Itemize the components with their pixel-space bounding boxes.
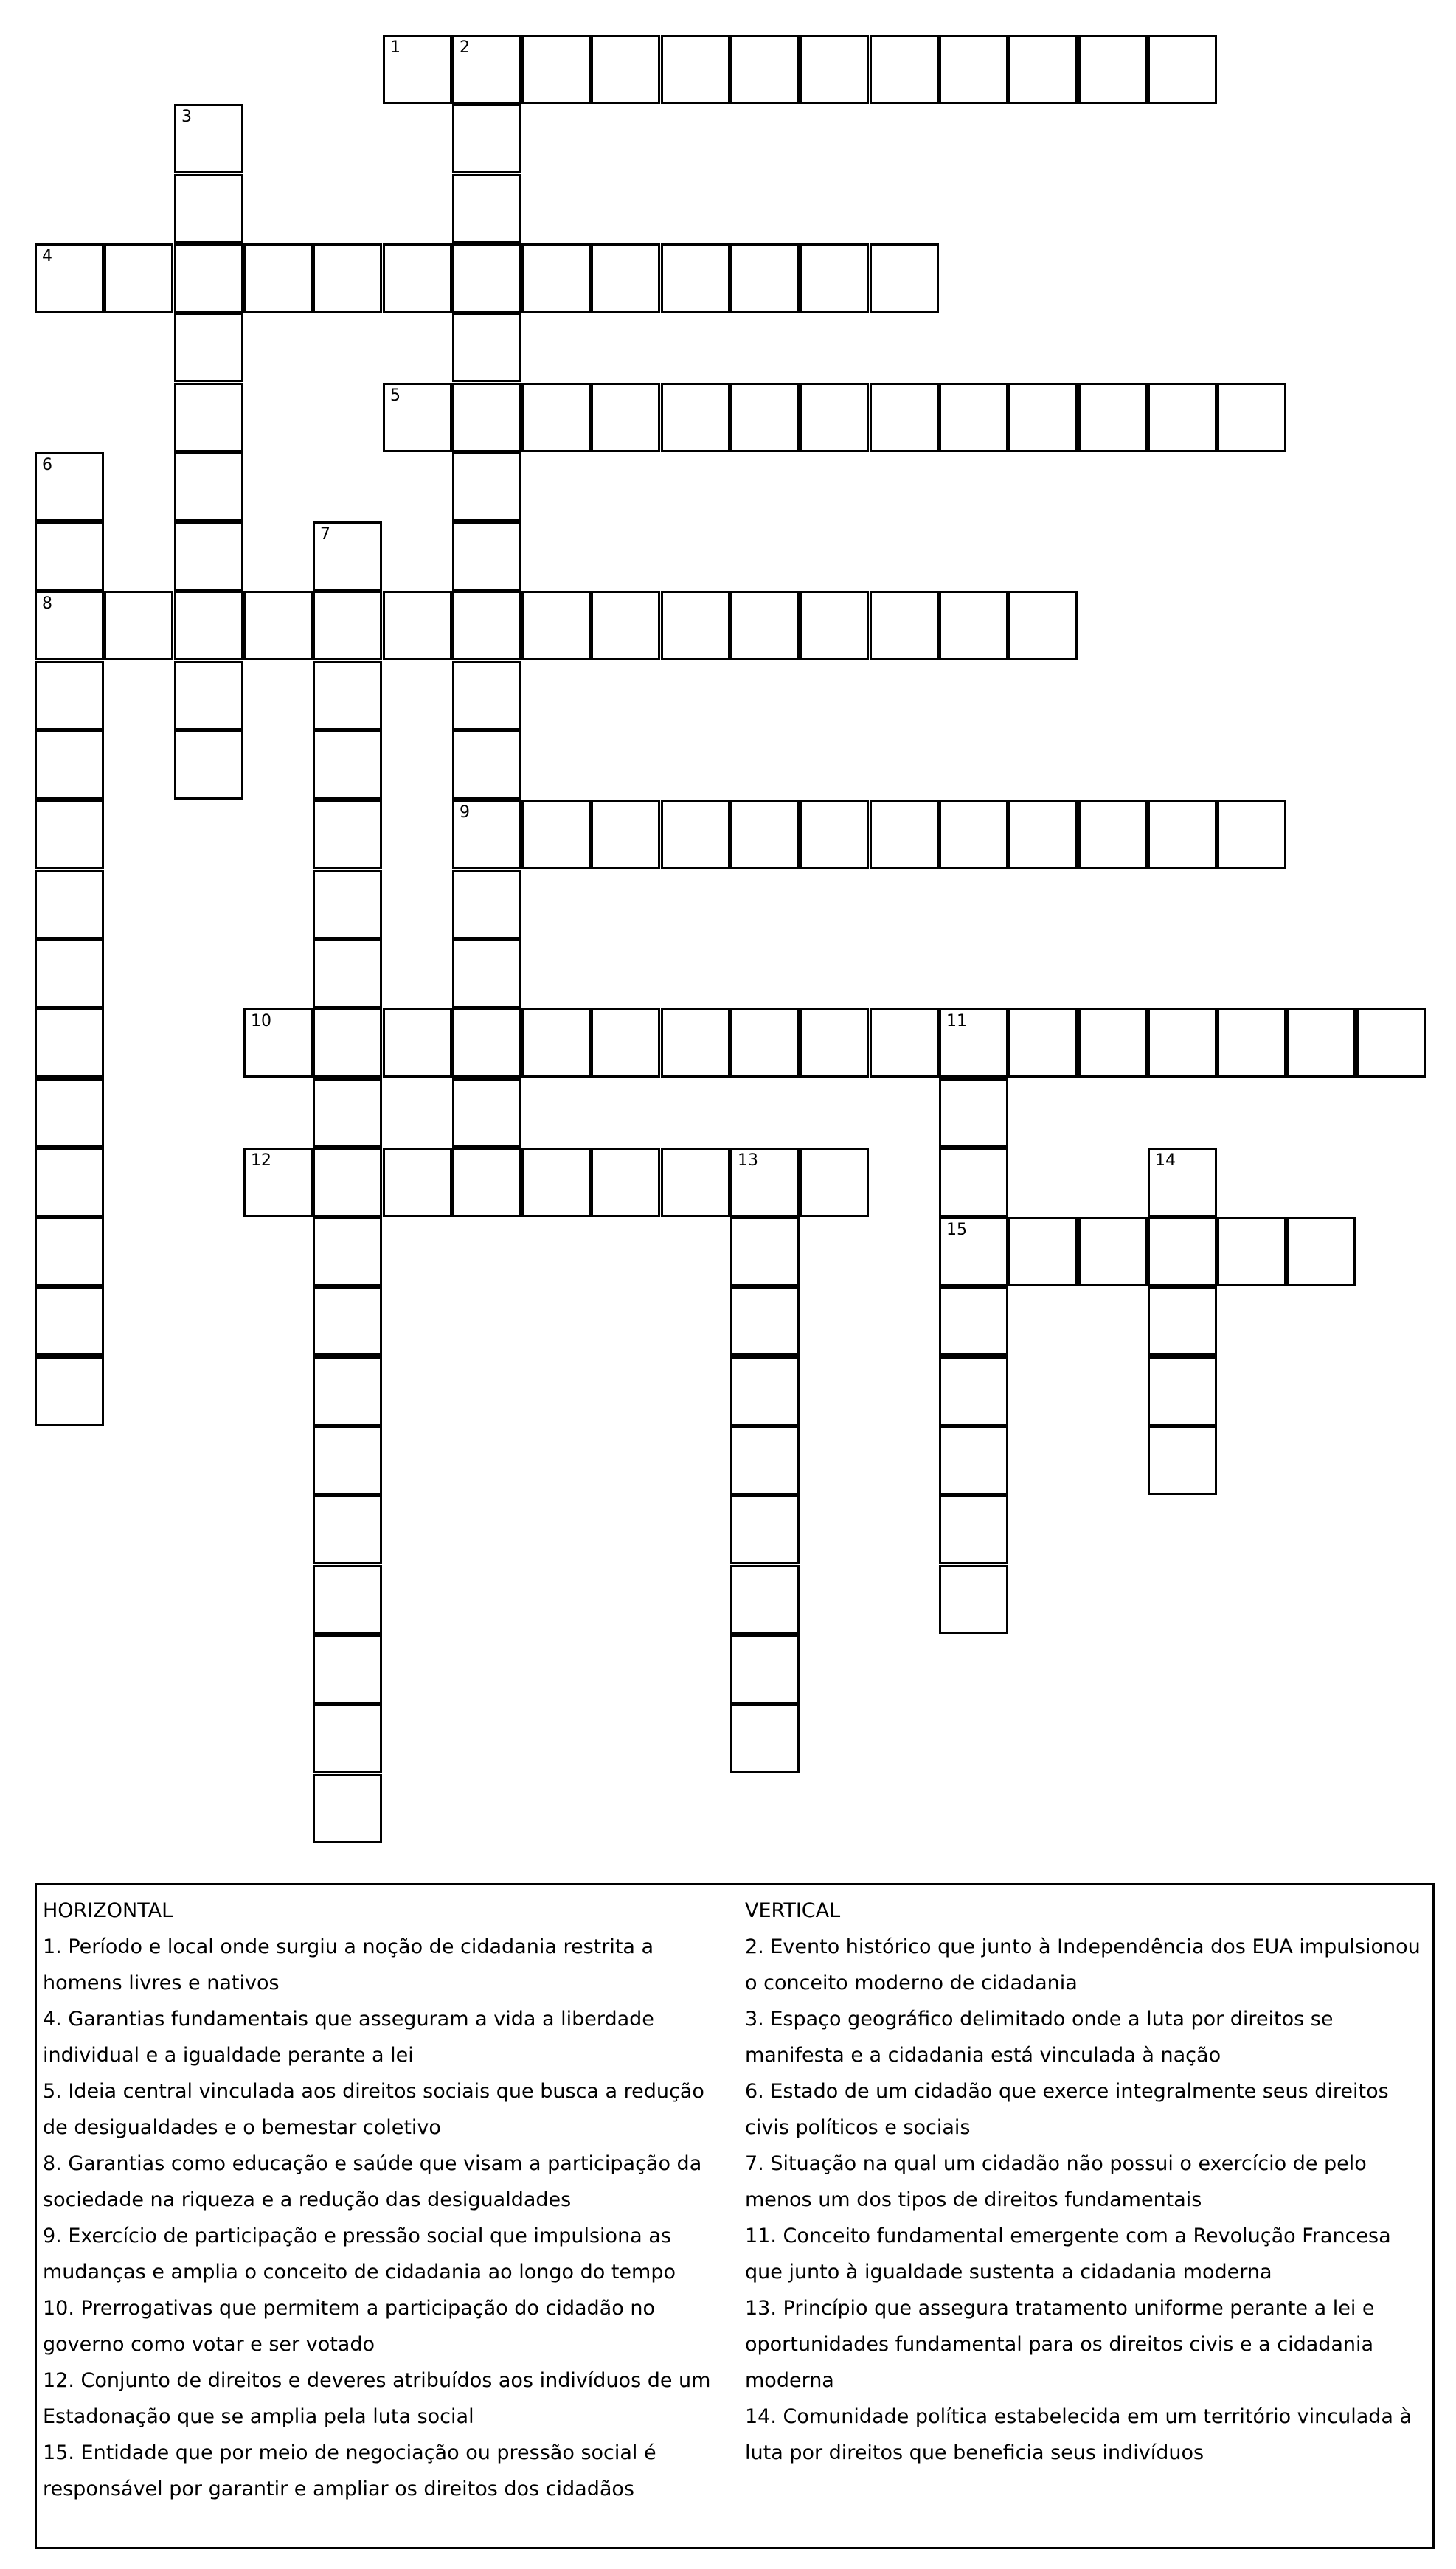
grid-cell[interactable]: [35, 661, 104, 730]
down-clue-7: 7. Situação na qual um cidadão não possui o exercício de pelo menos um dos tipos de direitos fundamentais: [745, 2152, 1367, 2211]
across-clue-15: 15. Entidade que por meio de negociação ou pressão social é responsável por garantir e ampliar os direitos dos cidadãos: [43, 2441, 656, 2500]
grid-cell[interactable]: [452, 313, 521, 382]
across-clue-5: 5. Ideia central vinculada aos direitos sociais que busca a redução de desigualdades e o bemestar coletivo: [43, 2080, 704, 2139]
grid-cell[interactable]: [35, 730, 104, 800]
grid-cell[interactable]: [383, 383, 452, 452]
clue-number: 11: [946, 1012, 967, 1030]
clue-number: 4: [42, 247, 52, 266]
grid-cell[interactable]: [1148, 1148, 1217, 1217]
grid-cell[interactable]: [1217, 383, 1286, 452]
grid-cell[interactable]: [174, 730, 243, 800]
grid-cell[interactable]: [730, 1286, 800, 1356]
grid-cell[interactable]: [1148, 1356, 1217, 1426]
grid-cell[interactable]: [521, 591, 591, 660]
grid-cell[interactable]: [1356, 1008, 1426, 1078]
grid-cell[interactable]: [661, 383, 730, 452]
grid-cell[interactable]: [243, 1008, 313, 1078]
grid-cell[interactable]: [870, 383, 939, 452]
grid-cell[interactable]: [313, 1078, 382, 1148]
across-clue-12: 12. Conjunto de direitos e deveres atribuídos aos indivíduos de um Estadonação que se amplia pela luta social: [43, 2369, 711, 2428]
grid-cell[interactable]: [939, 1078, 1008, 1148]
clues-box: [35, 1883, 1435, 2549]
grid-cell[interactable]: [174, 383, 243, 452]
grid-cell[interactable]: [452, 1078, 521, 1148]
grid-cell[interactable]: [243, 1148, 313, 1217]
grid-cell[interactable]: [35, 452, 104, 521]
grid-cell[interactable]: [1217, 1008, 1286, 1078]
grid-cell[interactable]: [383, 1008, 452, 1078]
grid-cell[interactable]: [452, 1148, 521, 1217]
grid-cell[interactable]: [939, 1286, 1008, 1356]
grid-cell[interactable]: [591, 1148, 660, 1217]
grid-cell[interactable]: [1148, 1217, 1217, 1286]
grid-cell[interactable]: [730, 1426, 800, 1495]
grid-cell[interactable]: [870, 243, 939, 313]
grid-cell[interactable]: [1008, 35, 1078, 104]
grid-cell[interactable]: [383, 243, 452, 313]
grid-cell[interactable]: [591, 243, 660, 313]
grid-cell[interactable]: [1078, 800, 1148, 869]
across-heading: HORIZONTAL: [43, 1899, 173, 1922]
grid-cell[interactable]: [939, 1148, 1008, 1217]
grid-cell[interactable]: [730, 591, 800, 660]
grid-cell[interactable]: [661, 1008, 730, 1078]
grid-cell[interactable]: [35, 591, 104, 660]
down-heading: VERTICAL: [745, 1899, 841, 1922]
grid-cell[interactable]: [1008, 800, 1078, 869]
grid-cell[interactable]: [521, 383, 591, 452]
grid-cell[interactable]: [1148, 800, 1217, 869]
grid-cell[interactable]: [35, 1148, 104, 1217]
grid-cell[interactable]: [730, 243, 800, 313]
clue-number: 7: [320, 525, 330, 544]
grid-cell[interactable]: [591, 800, 660, 869]
grid-cell[interactable]: [1008, 591, 1078, 660]
grid-cell[interactable]: [591, 35, 660, 104]
grid-cell[interactable]: [521, 1008, 591, 1078]
grid-cell[interactable]: [174, 243, 243, 313]
grid-cell[interactable]: [1078, 383, 1148, 452]
grid-cell[interactable]: [243, 243, 313, 313]
grid-cell[interactable]: [661, 800, 730, 869]
grid-cell[interactable]: [452, 800, 521, 869]
grid-cell[interactable]: [313, 939, 382, 1008]
grid-cell[interactable]: [313, 521, 382, 591]
grid-cell[interactable]: [1286, 1217, 1356, 1286]
grid-cell[interactable]: [1078, 1217, 1148, 1286]
grid-cell[interactable]: [35, 1078, 104, 1148]
grid-cell[interactable]: [35, 521, 104, 591]
grid-cell[interactable]: [800, 591, 869, 660]
across-clue-4: 4. Garantias fundamentais que asseguram a vida a liberdade individual e a igualdade perante a lei: [43, 2008, 654, 2067]
grid-cell[interactable]: [661, 243, 730, 313]
grid-cell[interactable]: [174, 452, 243, 521]
grid-cell[interactable]: [870, 1008, 939, 1078]
grid-cell[interactable]: [870, 35, 939, 104]
grid-cell[interactable]: [1148, 383, 1217, 452]
grid-cell[interactable]: [35, 243, 104, 313]
grid-cell[interactable]: [800, 243, 869, 313]
across-clue-8: 8. Garantias como educação e saúde que visam a participação da sociedade na riqueza e a redução das desigualdades: [43, 2152, 702, 2211]
grid-cell[interactable]: [730, 35, 800, 104]
grid-cell[interactable]: [1217, 1217, 1286, 1286]
grid-cell[interactable]: [521, 800, 591, 869]
grid-cell[interactable]: [383, 591, 452, 660]
down-clue-6: 6. Estado de um cidadão que exerce integralmente seus direitos civis políticos e sociais: [745, 2080, 1389, 2139]
grid-cell[interactable]: [35, 1217, 104, 1286]
across-clue-10: 10. Prerrogativas que permitem a participação do cidadão no governo como votar e ser votado: [43, 2297, 655, 2356]
grid-cell[interactable]: [452, 104, 521, 173]
grid-cell[interactable]: [1286, 1008, 1356, 1078]
grid-cell[interactable]: [313, 1426, 382, 1495]
grid-cell[interactable]: [1078, 35, 1148, 104]
grid-cell[interactable]: [730, 1008, 800, 1078]
grid-cell[interactable]: [313, 1495, 382, 1564]
grid-cell[interactable]: [313, 800, 382, 869]
clue-number: 3: [181, 108, 192, 126]
grid-cell[interactable]: [313, 1148, 382, 1217]
grid-cell[interactable]: [313, 1008, 382, 1078]
grid-cell[interactable]: [939, 1565, 1008, 1634]
grid-cell[interactable]: [800, 383, 869, 452]
grid-cell[interactable]: [313, 1217, 382, 1286]
grid-cell[interactable]: [730, 1704, 800, 1773]
grid-cell[interactable]: [730, 800, 800, 869]
across-clue-9: 9. Exercício de participação e pressão social que impulsiona as mudanças e amplia o conceito de cidadania ao longo do tempo: [43, 2225, 676, 2284]
grid-cell[interactable]: [313, 1634, 382, 1704]
grid-cell[interactable]: [452, 661, 521, 730]
grid-cell[interactable]: [1078, 1008, 1148, 1078]
grid-cell[interactable]: [521, 1148, 591, 1217]
clue-number: 8: [42, 594, 52, 613]
grid-cell[interactable]: [104, 591, 173, 660]
grid-cell[interactable]: [313, 591, 382, 660]
grid-cell[interactable]: [1148, 35, 1217, 104]
grid-cell[interactable]: [174, 521, 243, 591]
grid-cell[interactable]: [452, 383, 521, 452]
grid-cell[interactable]: [800, 800, 869, 869]
grid-cell[interactable]: [1008, 1217, 1078, 1286]
across-clues-column: [43, 1893, 721, 2507]
grid-cell[interactable]: [939, 1495, 1008, 1564]
clue-number: 14: [1155, 1151, 1176, 1170]
grid-cell[interactable]: [452, 1008, 521, 1078]
grid-cell[interactable]: [591, 591, 660, 660]
grid-cell[interactable]: [243, 591, 313, 660]
down-clues-column: [745, 1893, 1431, 2471]
grid-cell[interactable]: [730, 1148, 800, 1217]
grid-cell[interactable]: [521, 35, 591, 104]
clue-number: 15: [946, 1221, 967, 1239]
clue-number: 13: [738, 1151, 758, 1170]
grid-cell[interactable]: [1148, 1286, 1217, 1356]
grid-cell[interactable]: [730, 1634, 800, 1704]
down-clue-11: 11. Conceito fundamental emergente com a Revolução Francesa que junto à igualdade sustenta a cidadania moderna: [745, 2225, 1391, 2284]
grid-cell[interactable]: [313, 870, 382, 939]
grid-cell[interactable]: [939, 1008, 1008, 1078]
grid-cell[interactable]: [313, 243, 382, 313]
grid-cell[interactable]: [591, 1008, 660, 1078]
grid-cell[interactable]: [35, 1286, 104, 1356]
clue-number: 2: [460, 38, 470, 57]
grid-cell[interactable]: [174, 591, 243, 660]
grid-cell[interactable]: [730, 1217, 800, 1286]
grid-cell[interactable]: [870, 591, 939, 660]
grid-cell[interactable]: [104, 243, 173, 313]
grid-cell[interactable]: [800, 1148, 869, 1217]
grid-cell[interactable]: [313, 730, 382, 800]
grid-cell[interactable]: [939, 800, 1008, 869]
grid-cell[interactable]: [313, 1774, 382, 1843]
grid-cell[interactable]: [174, 313, 243, 382]
grid-cell[interactable]: [1148, 1426, 1217, 1495]
grid-cell[interactable]: [1217, 800, 1286, 869]
grid-cell[interactable]: [35, 1356, 104, 1426]
grid-cell[interactable]: [452, 939, 521, 1008]
grid-cell[interactable]: [939, 35, 1008, 104]
grid-cell[interactable]: [800, 35, 869, 104]
grid-cell[interactable]: [939, 1356, 1008, 1426]
grid-cell[interactable]: [452, 591, 521, 660]
grid-cell[interactable]: [800, 1008, 869, 1078]
grid-cell[interactable]: [452, 452, 521, 521]
grid-cell[interactable]: [174, 104, 243, 173]
grid-cell[interactable]: [313, 1286, 382, 1356]
grid-cell[interactable]: [383, 35, 452, 104]
grid-cell[interactable]: [730, 1495, 800, 1564]
grid-cell[interactable]: [939, 383, 1008, 452]
down-clue-14: 14. Comunidade política estabelecida em um território vinculada à luta por direitos que beneficia seus indivíduos: [745, 2405, 1412, 2464]
clue-number: 12: [251, 1151, 271, 1170]
grid-cell[interactable]: [174, 174, 243, 243]
grid-cell[interactable]: [313, 1356, 382, 1426]
grid-cell[interactable]: [730, 1565, 800, 1634]
grid-cell[interactable]: [591, 383, 660, 452]
grid-cell[interactable]: [1008, 383, 1078, 452]
grid-cell[interactable]: [313, 1704, 382, 1773]
down-clue-3: 3. Espaço geográfico delimitado onde a luta por direitos se manifesta e a cidadania está vinculada à nação: [745, 2008, 1334, 2067]
grid-cell[interactable]: [35, 1008, 104, 1078]
grid-cell[interactable]: [35, 870, 104, 939]
grid-cell[interactable]: [521, 243, 591, 313]
grid-cell[interactable]: [452, 243, 521, 313]
clue-number: 10: [251, 1012, 271, 1030]
grid-cell[interactable]: [939, 591, 1008, 660]
grid-cell[interactable]: [730, 1356, 800, 1426]
grid-cell[interactable]: [452, 35, 521, 104]
clue-number: 1: [390, 38, 401, 57]
grid-cell[interactable]: [35, 800, 104, 869]
clue-number: 5: [390, 386, 401, 405]
grid-cell[interactable]: [452, 174, 521, 243]
clue-number: 6: [42, 456, 52, 474]
grid-cell[interactable]: [452, 521, 521, 591]
grid-cell[interactable]: [661, 591, 730, 660]
grid-cell[interactable]: [313, 1565, 382, 1634]
grid-cell[interactable]: [1008, 1008, 1078, 1078]
grid-cell[interactable]: [452, 870, 521, 939]
down-clue-2: 2. Evento histórico que junto à Independência dos EUA impulsionou o conceito moderno de cidadania: [745, 1935, 1421, 1994]
grid-cell[interactable]: [35, 939, 104, 1008]
across-clue-1: 1. Período e local onde surgiu a noção de cidadania restrita a homens livres e nativos: [43, 1935, 654, 1994]
grid-cell[interactable]: [1148, 1008, 1217, 1078]
grid-cell[interactable]: [313, 661, 382, 730]
down-clue-13: 13. Princípio que assegura tratamento uniforme perante a lei e oportunidades fundamental para os direitos civis e a cidadania moderna: [745, 2297, 1375, 2392]
grid-cell[interactable]: [870, 800, 939, 869]
grid-cell[interactable]: [730, 383, 800, 452]
grid-cell[interactable]: [939, 1217, 1008, 1286]
grid-cell[interactable]: [939, 1426, 1008, 1495]
clue-number: 9: [460, 803, 470, 822]
grid-cell[interactable]: [661, 1148, 730, 1217]
grid-cell[interactable]: [661, 35, 730, 104]
grid-cell[interactable]: [383, 1148, 452, 1217]
grid-cell[interactable]: [174, 661, 243, 730]
grid-cell[interactable]: [452, 730, 521, 800]
